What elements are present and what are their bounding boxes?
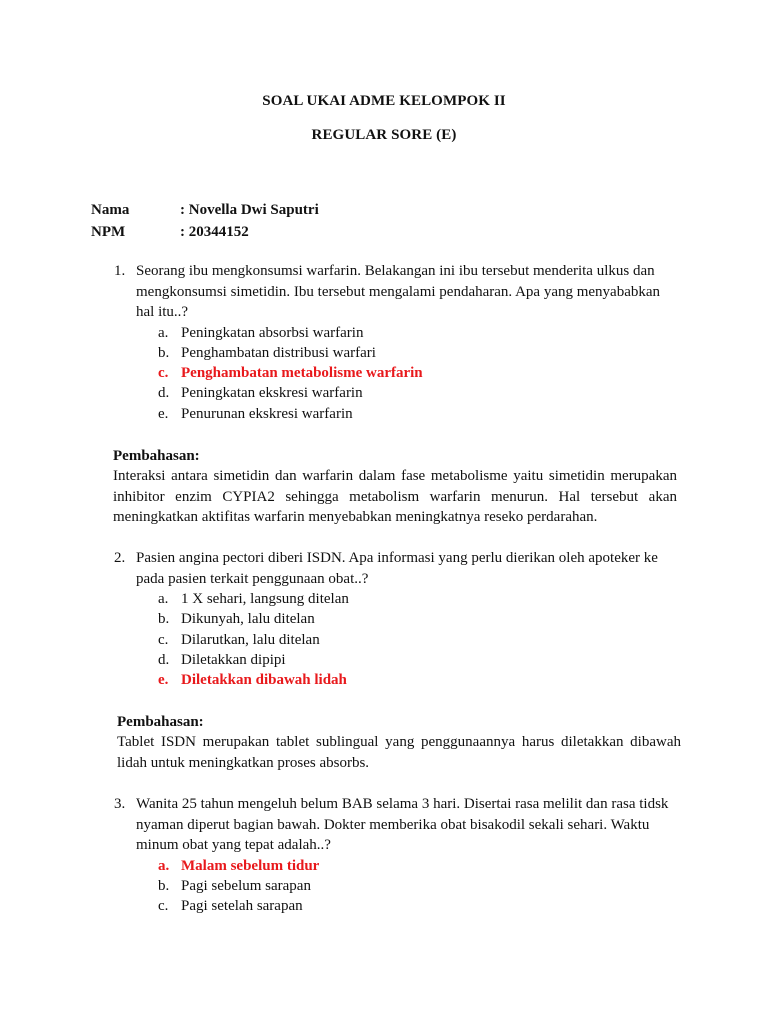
option-letter: a. [158,857,170,874]
option-text: Diletakkan dipipi [181,651,286,668]
option-letter: e. [158,405,169,422]
option-list [158,323,676,424]
discussion-2 [117,712,681,773]
option-text: Diletakkan dibawah lidah [181,672,347,689]
option-item [158,896,676,916]
question-text: Seorang ibu mengkonsumsi warfarin. Belakangan ini ibu tersebut menderita ulkus dan mengkonsumsi simetidin. Ibu tersebut mengalami pendaharan. Apa yang menyababkan hal itu..? [136,263,661,320]
option-list [158,589,676,690]
question-3 [114,794,676,916]
option-text: Pagi sebelum sarapan [181,877,311,894]
question-2 [114,548,676,690]
option-letter: b. [158,344,170,361]
discussion-text: Tablet ISDN merupakan tablet sublingual yang penggunaannya harus diletakkan dibawah lidah untuk meningkatkan proses absorbs. [117,734,681,771]
npm-row [91,224,249,241]
option-letter: d. [158,385,170,402]
discussion-text: Interaksi antara simetidin dan warfarin dalam fase metabolisme yaitu simetidin merupakan inhibitor enzim CYPIA2 sehingga metabolism warfarin menurun. Hal tersebut akan meningkatkan aktifitas warfarin menyebabkan meningkatnya reseko perdarahan. [113,468,677,525]
correct-option [158,670,676,690]
document-title: SOAL UKAI ADME KELOMPOK II [262,93,506,109]
discussion-1 [113,446,677,528]
option-text: Penghambatan metabolisme warfarin [181,365,423,382]
option-text: 1 X sehari, langsung ditelan [181,591,349,607]
question-number: 1. [114,263,126,279]
option-letter: c. [158,631,169,648]
npm-label: NPM [91,224,126,240]
option-text: Peningkatan absorbsi warfarin [181,324,364,341]
option-letter: b. [158,877,170,894]
option-list [158,856,676,917]
option-text: Dikunyah, lalu ditelan [181,611,315,628]
option-item [158,876,676,896]
option-letter: c. [158,898,169,915]
option-text: Pagi setelah sarapan [181,898,303,915]
option-text: Peningkatan ekskresi warfarin [181,385,363,402]
option-item [158,609,676,629]
option-item [158,404,676,424]
option-letter: a. [158,324,169,341]
option-letter: e. [158,672,169,689]
option-text: Malam sebelum tidur [181,857,320,874]
option-text: Dilarutkan, lalu ditelan [181,631,320,648]
option-letter: b. [158,611,170,628]
option-item [158,650,676,670]
option-letter: c. [158,365,169,382]
question-number: 2. [114,550,126,566]
npm-value: : 20344152 [180,224,249,240]
question-1 [114,261,676,424]
option-item [158,589,676,609]
question-text: Pasien angina pectori diberi ISDN. Apa informasi yang perlu dierikan oleh apoteker ke pada pasien terkait penggunaan obat..? [136,550,658,587]
option-item [158,323,676,343]
name-label: Nama [91,202,130,218]
option-item [158,630,676,650]
option-letter: a. [158,591,169,607]
option-text: Penghambatan distribusi warfari [181,344,376,361]
name-value: : Novella Dwi Saputri [180,202,319,218]
option-item [158,343,676,363]
question-number: 3. [114,796,126,812]
discussion-title: Pembahasan: [113,448,200,464]
option-letter: d. [158,651,170,668]
question-text: Wanita 25 tahun mengeluh belum BAB selama 3 hari. Disertai rasa melilit dan rasa tidsk nyaman diperut bagian bawah. Dokter memberika obat bisakodil sekali sehari. Waktu minum obat yang tepat adalah..? [136,796,669,853]
option-item [158,383,676,403]
name-row [91,202,319,219]
document-subtitle: REGULAR SORE (E) [311,127,457,143]
discussion-title: Pembahasan: [117,714,204,730]
option-text: Penurunan ekskresi warfarin [181,405,353,422]
correct-option [158,856,676,876]
correct-option [158,363,676,383]
